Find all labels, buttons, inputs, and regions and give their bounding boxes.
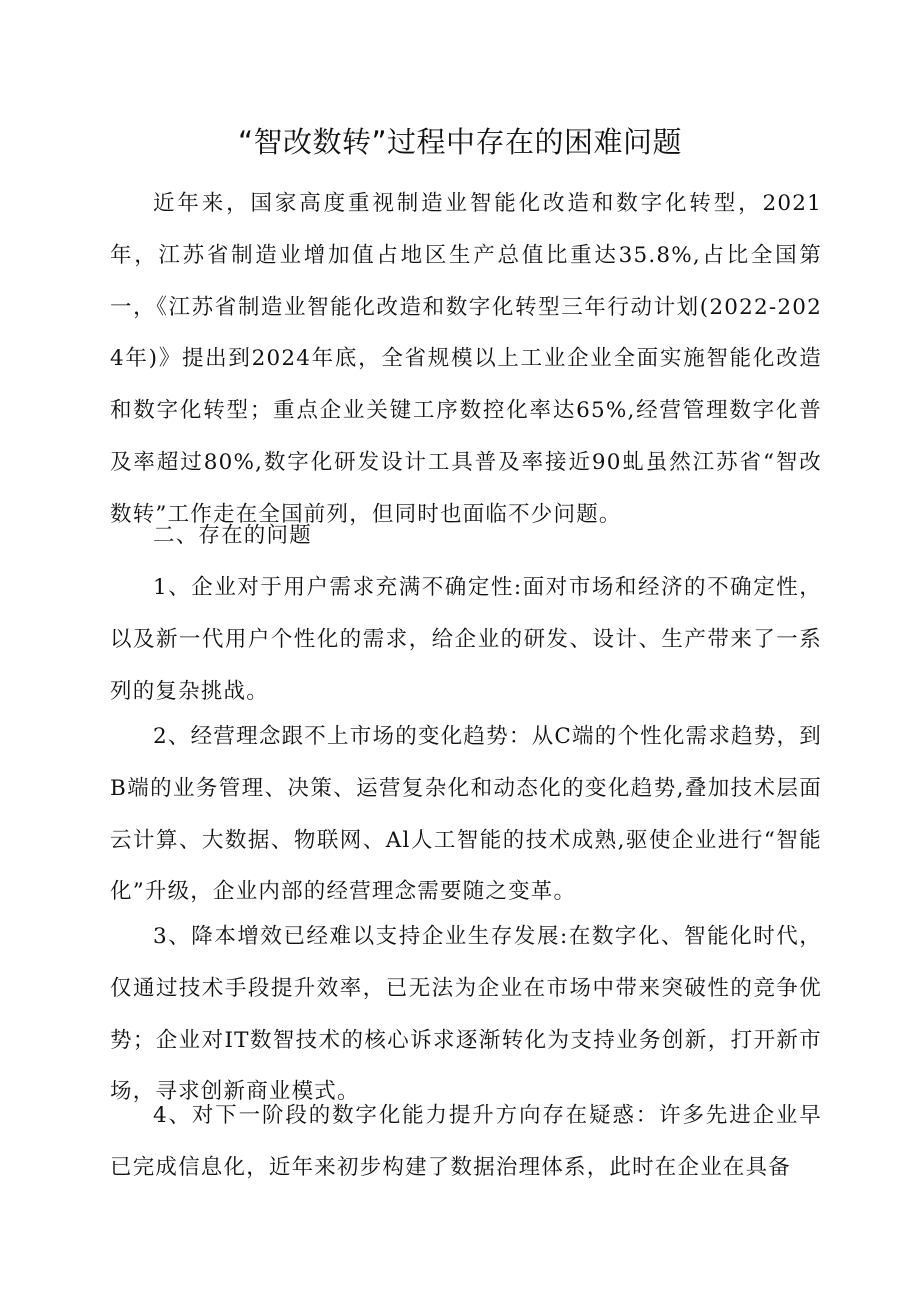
intro-paragraph: 近年来，国家高度重视制造业智能化改造和数字化转型，2021年，江苏省制造业增加值占地区生产总值比重达35.8%,占比全国第一，《江苏省制造业智能化改造和数字化转型三年行动计划(2022-2024年)》提出到2024年底，全省规模以上工业企业全面实施智能化改造和数字化转型；重点企业关键工序数控化率达65%,经营管理数字化普及率超过80%,数字化研发设计工具普及率接近90虬虽然江苏省“智改数转”工作走在全国前列，但同时也面临不少问题。 (110, 191, 822, 527)
problem-item-4: 4、对下一阶段的数字化能力提升方向存在疑惑：许多先进企业早已完成信息化，近年来初步构建了数据治理体系，此时在企业在具备 (110, 1103, 822, 1180)
section-heading: 二、存在的问题 (153, 523, 312, 548)
problem-item-3: 3、降本增效已经难以支持企业生存发展:在数字化、智能化时代，仅通过技术手段提升效率，已无法为企业在市场中带来突破性的竞争优势；企业对IT数智技术的核心诉求逐渐转化为支持业务创新，打开新市场，寻求创新商业模式。 (110, 924, 822, 1105)
problem-item-1: 1、企业对于用户需求充满不确定性:面对市场和经济的不确定性，以及新一代用户个性化的需求，给企业的研发、设计、生产带来了一系列的复杂挑战。 (110, 575, 822, 704)
problem-item-2: 2、经营理念跟不上市场的变化趋势：从C端的个性化需求趋势，到B端的业务管理、决策、运营复杂化和动态化的变化趋势,叠加技术层面云计算、大数据、物联网、Al人工智能的技术成熟,驱使企业进行“智能化”升级，企业内部的经营理念需要随之变革。 (110, 724, 822, 905)
document-title: “智改数转”过程中存在的困难问题 (237, 125, 683, 159)
